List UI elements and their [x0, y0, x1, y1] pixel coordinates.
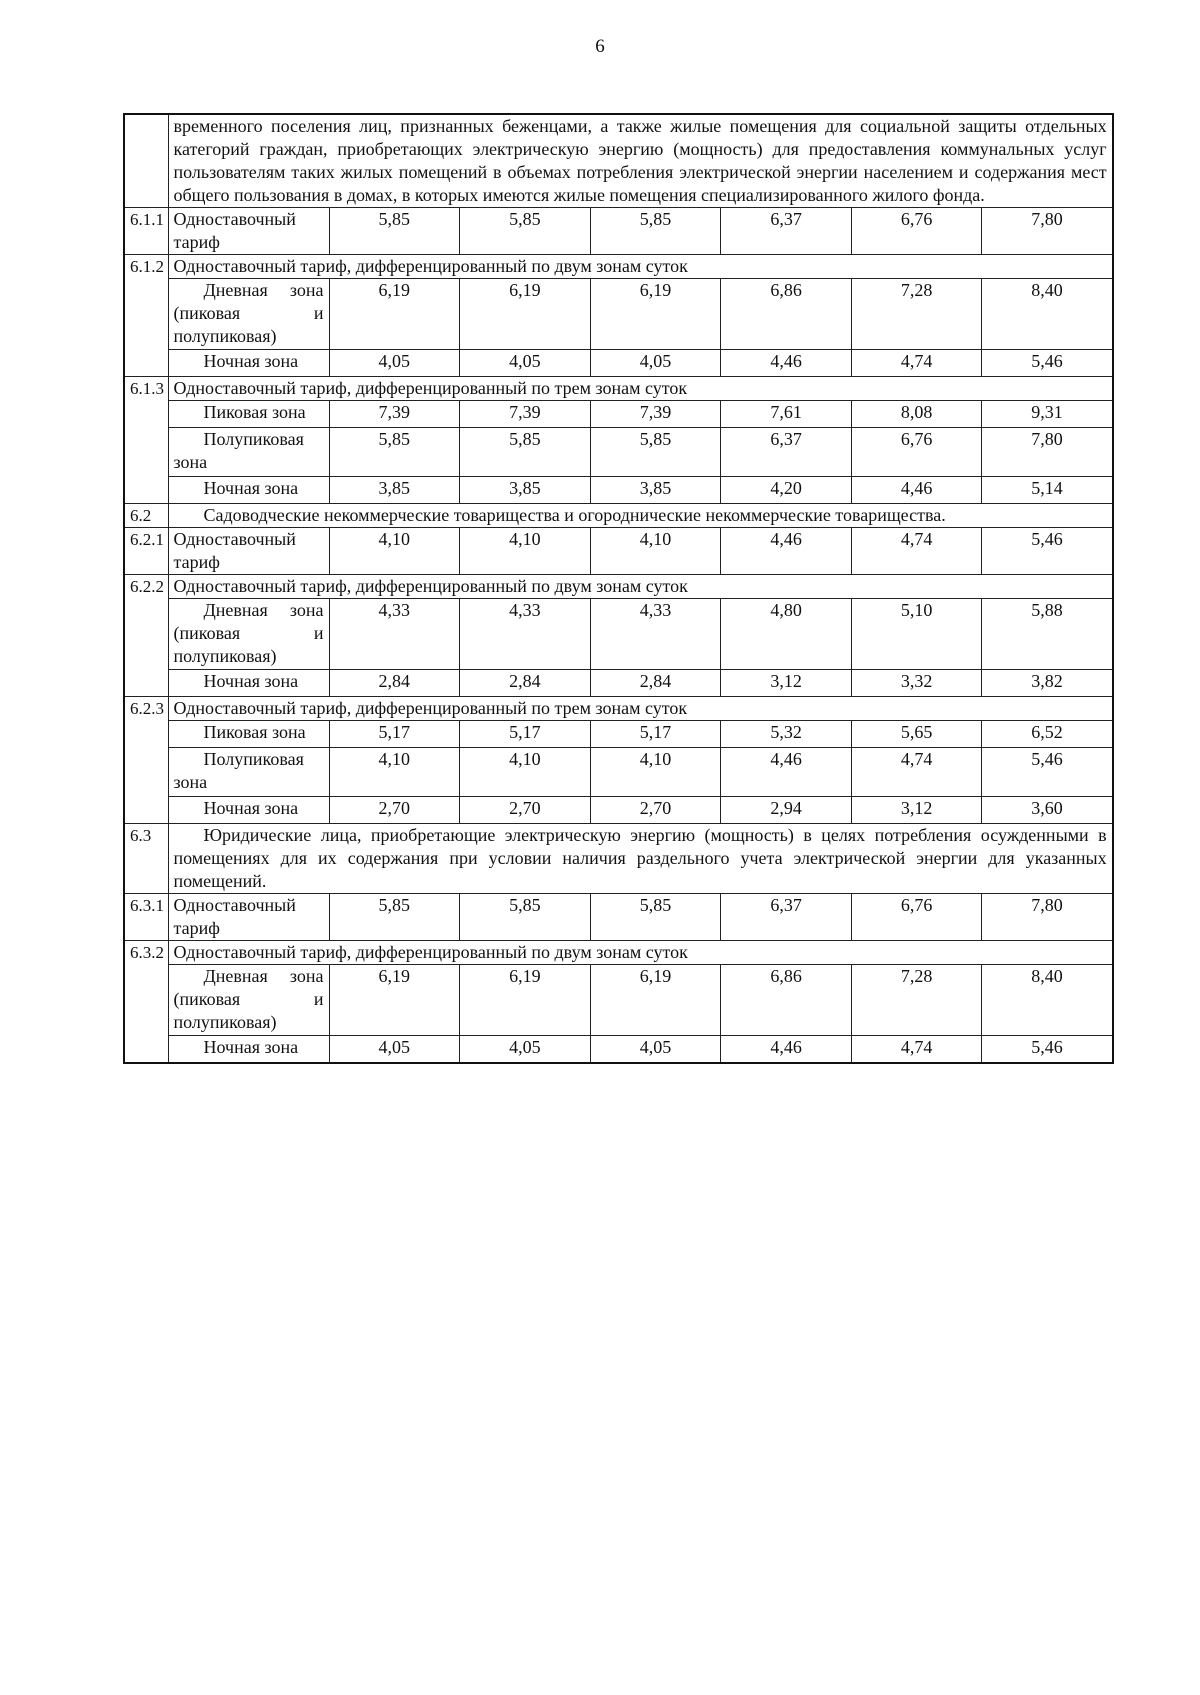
value-cell: 6,52	[982, 721, 1113, 748]
value-cell: 4,05	[590, 350, 721, 377]
tariff-subheading: Одноставочный тариф, дифференцированный по двум зонам суток	[168, 575, 1113, 599]
value-cell: 2,84	[329, 670, 460, 697]
value-cell: 4,74	[851, 748, 982, 797]
zone-name: Ночная зона	[168, 350, 329, 377]
value-cell: 4,46	[721, 528, 852, 575]
value-cell: 3,85	[460, 477, 591, 504]
value-cell: 4,05	[460, 350, 591, 377]
table-row	[124, 797, 1113, 824]
table-row	[124, 575, 1113, 599]
value-cell: 4,46	[721, 748, 852, 797]
value-cell: 8,40	[982, 279, 1113, 350]
value-cell: 5,85	[590, 428, 721, 477]
value-cell: 7,28	[851, 965, 982, 1036]
value-cell: 2,84	[590, 670, 721, 697]
row-number: 6.3	[124, 824, 168, 894]
value-cell: 4,74	[851, 528, 982, 575]
zone-name: Пиковая зона	[168, 401, 329, 428]
intro-row	[124, 114, 1113, 208]
row-number: 6.1.2	[124, 255, 168, 377]
value-cell: 6,37	[721, 428, 852, 477]
value-cell: 4,33	[590, 599, 721, 670]
value-cell: 3,12	[721, 670, 852, 697]
row-number: 6.2.2	[124, 575, 168, 697]
value-cell: 5,10	[851, 599, 982, 670]
table-row	[124, 208, 1113, 255]
zone-name: Ночная зона	[168, 477, 329, 504]
tariff-table	[123, 113, 1114, 1064]
tariff-subheading: Одноставочный тариф, дифференцированный по двум зонам суток	[168, 255, 1113, 279]
row-number: 6.1.3	[124, 377, 168, 504]
value-cell: 6,37	[721, 894, 852, 941]
row-number: 6.2	[124, 504, 168, 528]
tariff-name: Одноставочный тариф	[168, 208, 329, 255]
value-cell: 6,76	[851, 208, 982, 255]
value-cell: 6,76	[851, 428, 982, 477]
value-cell: 4,80	[721, 599, 852, 670]
value-cell: 4,05	[590, 1036, 721, 1064]
value-cell: 2,70	[460, 797, 591, 824]
value-cell: 5,85	[590, 208, 721, 255]
value-cell: 5,17	[329, 721, 460, 748]
value-cell: 7,28	[851, 279, 982, 350]
value-cell: 8,40	[982, 965, 1113, 1036]
value-cell: 6,86	[721, 279, 852, 350]
row-number: 6.3.2	[124, 941, 168, 1064]
value-cell: 6,19	[590, 279, 721, 350]
table-row	[124, 377, 1113, 401]
value-cell: 2,70	[590, 797, 721, 824]
value-cell: 4,74	[851, 1036, 982, 1064]
value-cell: 5,46	[982, 350, 1113, 377]
intro-text: временного поселения лиц, признанных беженцами, а также жилые помещения для социальной защиты отдельных категорий граждан, приобретающих электрическую энергию (мощность) для предоставления коммунальных услуг пользователям таких жилых помещений в объемах потребления электрической энергии населением и содержания мест общего пользования в домах, в которых имеются жилые помещения специализированного жилого фонда.	[168, 114, 1113, 208]
table-row	[124, 255, 1113, 279]
value-cell: 3,82	[982, 670, 1113, 697]
table-row	[124, 350, 1113, 377]
value-cell: 5,32	[721, 721, 852, 748]
zone-name: Ночная зона	[168, 1036, 329, 1064]
tariff-subheading: Одноставочный тариф, дифференцированный по двум зонам суток	[168, 941, 1113, 965]
table-row	[124, 748, 1113, 797]
value-cell: 7,39	[329, 401, 460, 428]
value-cell: 4,20	[721, 477, 852, 504]
value-cell: 6,19	[329, 279, 460, 350]
value-cell: 5,85	[460, 894, 591, 941]
value-cell: 4,46	[721, 350, 852, 377]
table-row	[124, 477, 1113, 504]
value-cell: 5,46	[982, 748, 1113, 797]
value-cell: 5,85	[460, 428, 591, 477]
table-row	[124, 965, 1113, 1036]
value-cell: 3,12	[851, 797, 982, 824]
zone-name: Пиковая зона	[168, 721, 329, 748]
value-cell: 2,84	[460, 670, 591, 697]
value-cell: 7,39	[590, 401, 721, 428]
value-cell: 5,14	[982, 477, 1113, 504]
row-number	[124, 114, 168, 208]
zone-name: Дневная зона (пиковая и полупиковая)	[168, 965, 329, 1036]
section-title: Садоводческие некоммерческие товарищества и огороднические некоммерческие товарищества.	[168, 504, 1113, 528]
table-row	[124, 279, 1113, 350]
tariff-subheading: Одноставочный тариф, дифференцированный по трем зонам суток	[168, 377, 1113, 401]
value-cell: 3,60	[982, 797, 1113, 824]
value-cell: 4,05	[329, 1036, 460, 1064]
value-cell: 4,10	[460, 748, 591, 797]
value-cell: 4,10	[590, 528, 721, 575]
value-cell: 5,85	[329, 894, 460, 941]
zone-name: Ночная зона	[168, 797, 329, 824]
table-row	[124, 401, 1113, 428]
row-number: 6.2.1	[124, 528, 168, 575]
value-cell: 6,19	[329, 965, 460, 1036]
zone-name: Дневная зона (пиковая и полупиковая)	[168, 599, 329, 670]
value-cell: 4,10	[329, 748, 460, 797]
value-cell: 5,85	[460, 208, 591, 255]
value-cell: 4,46	[851, 477, 982, 504]
row-number: 6.3.1	[124, 894, 168, 941]
value-cell: 4,33	[329, 599, 460, 670]
value-cell: 4,74	[851, 350, 982, 377]
table-row	[124, 1036, 1113, 1064]
tariff-name: Одноставочный тариф	[168, 528, 329, 575]
value-cell: 7,61	[721, 401, 852, 428]
value-cell: 5,17	[460, 721, 591, 748]
table-row	[124, 428, 1113, 477]
value-cell: 3,85	[329, 477, 460, 504]
value-cell: 2,94	[721, 797, 852, 824]
section-row	[124, 504, 1113, 528]
value-cell: 5,88	[982, 599, 1113, 670]
zone-name: Дневная зона (пиковая и полупиковая)	[168, 279, 329, 350]
value-cell: 6,19	[460, 965, 591, 1036]
value-cell: 6,76	[851, 894, 982, 941]
value-cell: 5,46	[982, 1036, 1113, 1064]
row-number: 6.1.1	[124, 208, 168, 255]
value-cell: 4,33	[460, 599, 591, 670]
table-row	[124, 697, 1113, 721]
table-row	[124, 721, 1113, 748]
table-row	[124, 599, 1113, 670]
value-cell: 4,05	[329, 350, 460, 377]
value-cell: 6,86	[721, 965, 852, 1036]
value-cell: 6,19	[460, 279, 591, 350]
value-cell: 7,80	[982, 208, 1113, 255]
table-row	[124, 670, 1113, 697]
zone-name: Ночная зона	[168, 670, 329, 697]
value-cell: 4,10	[590, 748, 721, 797]
value-cell: 3,85	[590, 477, 721, 504]
value-cell: 7,39	[460, 401, 591, 428]
value-cell: 4,46	[721, 1036, 852, 1064]
value-cell: 5,65	[851, 721, 982, 748]
table-row	[124, 894, 1113, 941]
value-cell: 7,80	[982, 428, 1113, 477]
table-row	[124, 528, 1113, 575]
row-number: 6.2.3	[124, 697, 168, 824]
value-cell: 6,37	[721, 208, 852, 255]
value-cell: 4,10	[460, 528, 591, 575]
value-cell: 5,85	[329, 208, 460, 255]
value-cell: 3,32	[851, 670, 982, 697]
tariff-subheading: Одноставочный тариф, дифференцированный по трем зонам суток	[168, 697, 1113, 721]
value-cell: 4,10	[329, 528, 460, 575]
value-cell: 9,31	[982, 401, 1113, 428]
value-cell: 5,85	[329, 428, 460, 477]
value-cell: 6,19	[590, 965, 721, 1036]
value-cell: 2,70	[329, 797, 460, 824]
table-row	[124, 941, 1113, 965]
value-cell: 5,85	[590, 894, 721, 941]
zone-name: Полупиковая зона	[168, 748, 329, 797]
page-number: 6	[595, 36, 605, 57]
zone-name: Полупиковая зона	[168, 428, 329, 477]
tariff-name: Одноставочный тариф	[168, 894, 329, 941]
section-title: Юридические лица, приобретающие электрическую энергию (мощность) в целях потребления осужденными в помещениях для их содержания при условии наличия раздельного учета электрической энергии для указанных помещений.	[168, 824, 1113, 894]
section-row	[124, 824, 1113, 894]
value-cell: 7,80	[982, 894, 1113, 941]
value-cell: 5,46	[982, 528, 1113, 575]
value-cell: 4,05	[460, 1036, 591, 1064]
value-cell: 5,17	[590, 721, 721, 748]
value-cell: 8,08	[851, 401, 982, 428]
